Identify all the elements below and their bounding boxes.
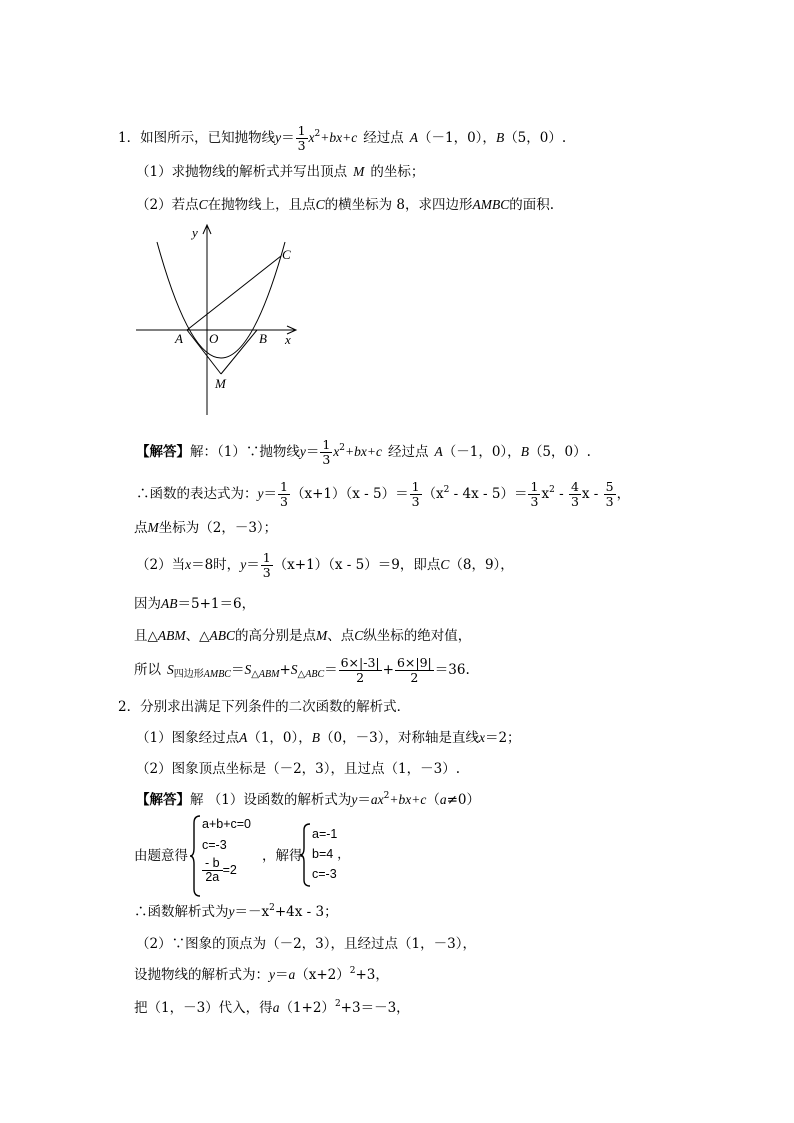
- a2-line3: [134, 902, 338, 922]
- var: S: [290, 662, 298, 677]
- exp: 2: [339, 443, 346, 453]
- text: 纵坐标的绝对值，: [363, 628, 472, 644]
- eq-row: c=-3: [312, 867, 337, 881]
- text: ＝: [281, 130, 295, 146]
- subscript: AMBC: [203, 669, 231, 680]
- text: +3，: [355, 967, 389, 983]
- text: 、△: [185, 628, 210, 644]
- var: ABM: [157, 628, 186, 643]
- var: B: [495, 130, 505, 145]
- var: x: [308, 130, 315, 145]
- var: C: [440, 557, 450, 572]
- var: B: [520, 444, 529, 459]
- eq-row: [312, 844, 350, 864]
- text: 经过点: [363, 130, 404, 146]
- text: （: [426, 792, 440, 808]
- a2-line6: [134, 998, 410, 1018]
- text: （x+1）（x - 5）＝9，即点: [273, 557, 441, 573]
- var: a: [439, 792, 447, 807]
- segment-mb: [221, 330, 257, 374]
- text: 所以: [134, 662, 161, 678]
- text: 、点: [327, 628, 355, 644]
- a2-sys-label: [134, 846, 188, 866]
- eq-row: [202, 857, 251, 884]
- a1-line5: [134, 594, 255, 614]
- text: 的高分别是点: [235, 628, 317, 644]
- text: ＝: [230, 662, 245, 678]
- text: 由题意得: [134, 848, 188, 864]
- answer-tag: 【解答】: [136, 792, 190, 808]
- label-b: B: [259, 331, 267, 346]
- text: 坐标为（2，－3）；: [158, 520, 278, 536]
- text: =2: [222, 862, 237, 877]
- fraction: [339, 656, 382, 685]
- den: 2a: [205, 870, 220, 884]
- text: ∴函数的表达式为：: [136, 486, 258, 502]
- var: y: [299, 444, 306, 459]
- var: y: [275, 130, 282, 145]
- text: （x+2）: [295, 967, 350, 983]
- q2-part1: [136, 728, 521, 748]
- var: B: [311, 730, 321, 745]
- text: ＝: [305, 444, 320, 460]
- var: y: [240, 557, 247, 572]
- den: 3: [605, 494, 614, 509]
- num: 1: [297, 123, 306, 138]
- answer-tag: 【解答】: [136, 444, 190, 460]
- text: ＝: [263, 486, 277, 502]
- text: +: [279, 662, 291, 678]
- fraction: [261, 551, 273, 580]
- text: （1，0），: [247, 730, 312, 746]
- text: 设抛物线的解析式为：: [134, 967, 269, 983]
- fraction: [320, 438, 332, 467]
- text: 的横坐标为 8，求四边形: [324, 197, 473, 213]
- exp: 2: [269, 903, 275, 913]
- num: 1: [262, 550, 271, 565]
- text: （8，9），: [449, 557, 514, 573]
- den: 3: [322, 452, 331, 467]
- label-x: x: [285, 332, 291, 347]
- num: - b: [202, 857, 223, 871]
- text: 点: [134, 520, 148, 536]
- var: y: [351, 792, 358, 807]
- den: 3: [262, 565, 271, 580]
- var: a: [272, 1000, 280, 1015]
- right-brace: [300, 823, 312, 887]
- text: +bx+c: [320, 130, 358, 145]
- text: ＝5+1＝6，: [177, 596, 256, 612]
- text: （0，－3），对称轴是直线: [320, 730, 479, 746]
- label-o: O: [209, 331, 219, 346]
- var: C: [354, 628, 364, 643]
- q2-part2: [136, 759, 460, 779]
- fraction: [395, 656, 434, 685]
- var: S: [167, 662, 174, 677]
- text: （5，0）.: [504, 130, 567, 146]
- num: 1: [411, 479, 420, 494]
- text: （5，0）.: [528, 444, 591, 460]
- fraction: [528, 480, 540, 509]
- text: 在抛物线上，且点: [207, 197, 316, 213]
- text: ＝2；: [484, 730, 521, 746]
- exp: 2: [383, 791, 390, 801]
- text: x: [541, 486, 550, 502]
- text: 的面积.: [509, 197, 555, 213]
- a2-line5: [134, 965, 389, 985]
- text: b=4: [312, 847, 334, 861]
- var: ABC: [209, 628, 236, 643]
- exp: 2: [334, 999, 341, 1009]
- text: （2）当: [136, 557, 186, 573]
- var: ax: [370, 792, 384, 807]
- var: x: [333, 444, 340, 459]
- text: （1+2）: [279, 1000, 335, 1016]
- num: 1: [530, 479, 539, 494]
- a1-line2: [136, 480, 630, 509]
- text: -: [554, 486, 568, 502]
- fraction: [296, 124, 308, 153]
- num: 6×|-3|: [340, 655, 380, 670]
- label-c: C: [282, 247, 291, 262]
- fraction: [202, 857, 223, 884]
- text: （2）∵图象的顶点为（－2，3），且经过点（1，－3），: [136, 936, 476, 952]
- text: ≠0）: [446, 792, 480, 808]
- den: 2: [356, 670, 365, 685]
- var: M: [316, 628, 328, 643]
- system-2: [312, 824, 350, 884]
- var: A: [434, 444, 443, 459]
- text: 经过点: [388, 444, 429, 460]
- exp: 2: [314, 129, 321, 139]
- text: +4x - 3；: [274, 904, 338, 920]
- var: C: [198, 197, 208, 212]
- text: 1．如图所示，已知抛物线: [118, 130, 276, 146]
- var: A: [409, 130, 418, 145]
- var: y: [228, 904, 235, 919]
- num: 1: [322, 437, 331, 452]
- text: ＝: [246, 557, 260, 573]
- exp: 2: [549, 485, 555, 495]
- q1-intro: [118, 124, 566, 153]
- text: （1）求抛物线的解析式并写出顶点: [136, 164, 348, 180]
- text: 解：（1）∵抛物线: [190, 444, 300, 460]
- fraction: [410, 480, 422, 509]
- text: 2．分别求出满足下列条件的二次函数的解析式．: [118, 699, 411, 715]
- text: （1）图象经过点: [136, 730, 240, 746]
- var: A: [239, 730, 248, 745]
- text: - 4x - 5）＝: [449, 486, 528, 502]
- var: x: [185, 557, 192, 572]
- var: C: [315, 197, 325, 212]
- fraction: [278, 480, 290, 509]
- text: 的坐标；: [370, 164, 425, 180]
- text: ＝: [275, 967, 289, 983]
- subscript: △ABC: [297, 669, 325, 680]
- text: +bx+c: [345, 444, 382, 459]
- a2-line4: [136, 934, 476, 954]
- q1-part1: [136, 162, 424, 182]
- subscript: 四边形: [173, 669, 204, 680]
- text: （x+1）（x - 5）＝: [290, 486, 409, 502]
- den: 3: [530, 494, 539, 509]
- text: ，: [337, 847, 350, 861]
- var: M: [147, 520, 159, 535]
- den: 3: [411, 494, 420, 509]
- text: ＝－x: [234, 904, 270, 920]
- label-y: y: [192, 225, 198, 240]
- var: y: [269, 967, 275, 982]
- text: +3＝－3，: [340, 1000, 410, 1016]
- text: ＝36.: [434, 662, 470, 678]
- text: 把（1，－3）代入，得: [134, 1000, 273, 1016]
- q2-title: [118, 697, 410, 717]
- var: S: [244, 662, 252, 677]
- eq-row: a+b+c=0: [202, 817, 252, 831]
- a1-line1: [136, 438, 591, 467]
- label-m: M: [215, 376, 226, 391]
- num: 1: [280, 479, 288, 494]
- num: 6×|9|: [396, 655, 432, 670]
- text: 且△: [134, 628, 158, 644]
- exp: 2: [349, 966, 356, 976]
- left-brace: [190, 815, 202, 897]
- var: M: [353, 164, 365, 179]
- text: ，解得: [262, 848, 303, 864]
- den: 3: [570, 494, 579, 509]
- segment-ac: [187, 256, 281, 330]
- a1-line6: [134, 626, 471, 646]
- a2-sys-mid: [262, 846, 303, 866]
- text: （x: [422, 486, 444, 502]
- fraction: [604, 480, 616, 509]
- eq-row: a=-1: [312, 827, 338, 841]
- den: 3: [297, 138, 306, 153]
- a2-line1: [136, 790, 480, 810]
- num: 4: [570, 479, 579, 494]
- den: 2: [410, 670, 419, 685]
- var: AB: [161, 596, 178, 611]
- a1-line4: [136, 551, 514, 580]
- var: a: [288, 967, 296, 982]
- subscript: △ABM: [251, 669, 280, 680]
- var: AMBC: [472, 197, 510, 212]
- text: （2）若点: [136, 197, 199, 213]
- a1-line7: [134, 656, 470, 685]
- text: （2）图象顶点坐标是（－2，3），且过点（1，－3）.: [136, 761, 460, 777]
- text: ∴函数解析式为: [134, 904, 229, 920]
- text: （－1，0），: [442, 444, 521, 460]
- text: ＝: [357, 792, 371, 808]
- q1-part2: [136, 195, 554, 215]
- text: （－1，0），: [418, 130, 496, 146]
- den: 3: [280, 494, 288, 509]
- text: +: [382, 662, 394, 678]
- text: 因为: [134, 596, 161, 612]
- var: y: [257, 486, 264, 501]
- eq-row: c=-3: [202, 838, 227, 852]
- a1-line3: [134, 518, 277, 538]
- text: 解 （1）设函数的解析式为: [190, 792, 352, 808]
- fraction: [569, 480, 581, 509]
- text: x -: [581, 486, 603, 502]
- text: ＝: [324, 662, 338, 678]
- text: +bx+c: [389, 792, 427, 807]
- parabola-figure: [128, 222, 308, 422]
- system-1: [202, 814, 251, 884]
- num: 5: [605, 479, 614, 494]
- label-a: A: [175, 331, 183, 346]
- text: ＝8时，: [191, 557, 241, 573]
- var: x: [478, 730, 485, 745]
- exp: 2: [443, 485, 450, 495]
- text: ，: [616, 486, 631, 502]
